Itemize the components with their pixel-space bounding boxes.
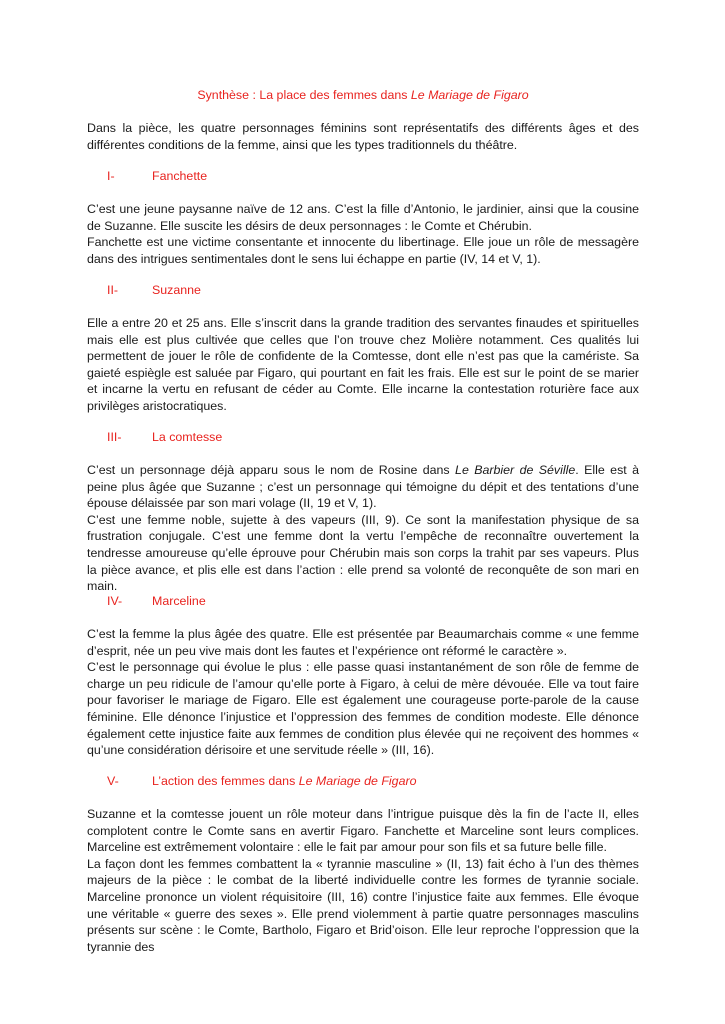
section-title: Suzanne [152,283,201,297]
section-body-action [87,806,639,955]
section-number: IV- [107,594,123,608]
section-body-comtesse [87,462,639,595]
paragraph: La façon dont les femmes combattent la « tyrannie masculine » (II, 13) fait écho à l’un des thèmes majeurs de la pièce : le combat de la liberté individuelle contre les formes de tyrannie sociale. Marceline prononce un violent réquisitoire (III, 16) contre l’injustice faite aux femmes. Elle évoque une véritable « guerre des sexes ». Elle prend violemment à partie quatre personnages masculins présents sur scène : le Comte, Bartholo, Figaro et Brid’oison. Elle leur reproche l’oppression que la tyrannie des [87,856,639,954]
section-body-marceline [87,626,639,759]
paragraph: C’est une femme noble, sujette à des vapeurs (III, 9). Ce sont la manifestation physique de sa frustration conjugale. C’est une femme dont la vertu l’empêche de reconnaître ouvertement la tendresse amoureuse qu’elle éprouve pour Chérubin mais son corps la trahit par ses vapeurs. Plus la pièce avance, et plis elle est dans l’action : elle prend sa volonté de reconquête de son mari en main. [87,512,639,594]
document-title [87,87,639,104]
section-title-work: Le Mariage de Figaro [298,774,417,788]
section-title: Marceline [152,594,206,608]
intro-text: Dans la pièce, les quatre personnages féminins sont représentatifs des différents âges et des différentes conditions de la femme, ainsi que les types traditionnels du théâtre. [87,121,639,152]
section-heading-marceline [107,593,206,610]
paragraph [87,462,639,512]
paragraph: Suzanne et la comtesse jouent un rôle moteur dans l’intrigue puisque dès la fin de l’acte II, elles complotent contre le Comte sans en avertir Figaro. Fanchette et Marceline sont leurs complices. Marceline est extrêmement volontaire : elle le fait par amour pour son fils et sa future belle fille. [87,807,639,855]
section-number: V- [107,774,119,788]
section-heading-action [107,773,416,790]
section-heading-fanchette [107,168,207,185]
section-heading-comtesse [107,429,222,446]
title-prefix: Synthèse : La place des femmes dans [197,88,411,102]
paragraph: Elle a entre 20 et 25 ans. Elle s’inscrit dans la grande tradition des servantes finaudes et spirituelles mais elle est plus cultivée que celles que l’on trouve chez Molière notamment. Ces qualités lui permettent de jouer le rôle de confidente de la Comtesse, dont elle n’est pas que la caméristе. Sa gaieté espiègle est saluée par Figaro, qui pourtant en fait les frais. Elle est sur le point de se marier et incarne la vertu en refusant de céder au Comte. Elle incarne la contestation roturière face aux privilèges aristocratiques. [87,316,639,413]
section-number: III- [107,430,122,444]
paragraph: C’est une jeune paysanne naïve de 12 ans. C’est la fille d’Antonio, le jardinier, ainsi que la cousine de Suzanne. Elle suscite les désirs de deux personnages : le Comte et Chérubin. [87,202,639,233]
text-run: . Elle est à peine plus âgée que Suzanne ; c’est un personnage qui témoigne du dépit et des tentations d’une épouse délaissée par son mari volage (II, 19 et V, 1). [87,463,639,511]
intro-paragraph [87,120,639,153]
section-title: L’action des femmes dans [152,774,299,788]
section-title: Fanchette [152,169,208,183]
section-number: II- [107,283,119,297]
section-body-fanchette [87,201,639,267]
paragraph: Fanchette est une victime consentante et innocente du libertinage. Elle joue un rôle de messagère dans des intrigues sentimentales dont le sens lui échappe en partie (IV, 14 et V, 1). [87,235,639,266]
section-title: La comtesse [152,430,223,444]
paragraph: C’est la femme la plus âgée des quatre. Elle est présentée par Beaumarchais comme « une femme d’esprit, née un peu vive mais dont les fautes et l’expérience ont réformé le caractère ». [87,627,639,658]
work-title: Le Barbier de Séville [455,463,576,477]
section-heading-suzanne [107,282,201,299]
paragraph: C’est le personnage qui évolue le plus : elle passe quasi instantanément de son rôle de femme de charge un peu ridicule de l’amour qu’elle porte à Figaro, à celui de mère dévouée. Elle va tout faire pour favoriser le mariage de Figaro. Elle est également une courageuse porte-parole de la cause féminine. Elle dénonce l’injustice et l’oppression des femmes de condition modeste. Elle dénonce également cette injustice faite aux femmes de condition plus élevée qui ne reçoivent des hommes « qu’une considération dérisoire et une servitude réelle » (III, 16). [87,660,639,758]
section-body-suzanne [87,315,639,415]
section-number: I- [107,169,115,183]
title-work: Le Mariage de Figaro [410,88,529,102]
text-run: C’est un personnage déjà apparu sous le nom de Rosine dans [87,463,456,477]
